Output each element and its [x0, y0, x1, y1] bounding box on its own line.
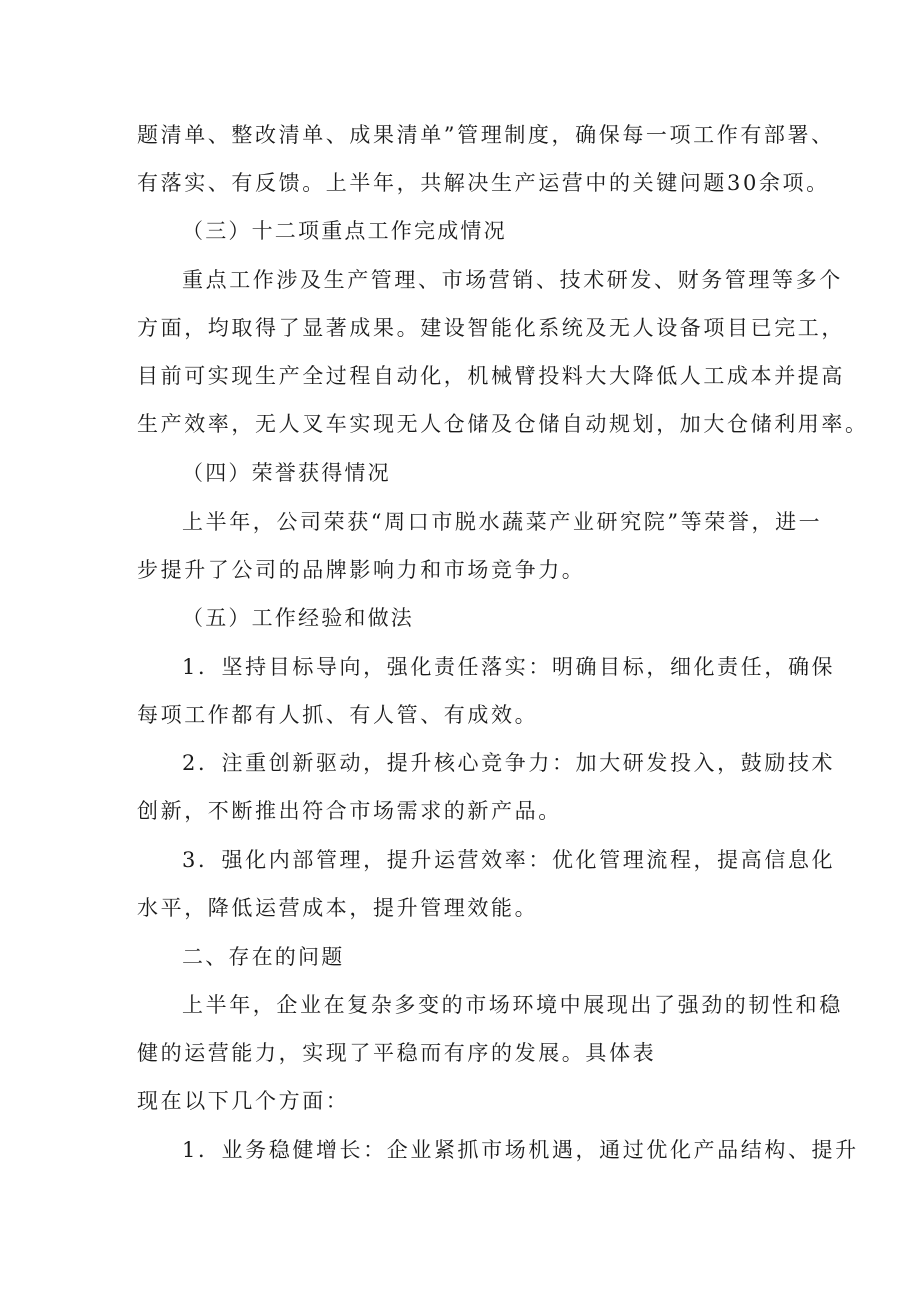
- paragraph-line: 步提升了公司的品牌影响力和市场竞争力。: [137, 558, 586, 582]
- list-item-line: 2．注重创新驱动，提升核心竞争力：加大研发投入，鼓励技术: [182, 751, 836, 775]
- paragraph-line: 方面，均取得了显著成果。建设智能化系统及无人设备项目已完工，: [137, 316, 845, 340]
- list-item-line: 水平，降低运营成本，提升管理效能。: [137, 896, 539, 920]
- paragraph-line: 上半年，公司荣获“周口市脱水蔬菜产业研究院”等荣誉，进一: [182, 510, 823, 534]
- section-heading: （四）荣誉获得情况: [182, 461, 391, 485]
- list-item-line: 每项工作都有人抓、有人管、有成效。: [137, 703, 539, 727]
- paragraph-line: 生产效率，无人叉车实现无人仓储及仓储自动规划，加大仓储利用率。: [137, 412, 869, 436]
- paragraph-line: 健的运营能力，实现了平稳而有序的发展。具体表: [137, 1041, 657, 1065]
- paragraph-line: 有落实、有反馈。上半年，共解决生产运营中的关键问题30余项。: [137, 171, 830, 195]
- section-heading: （五）工作经验和做法: [182, 606, 414, 630]
- list-item-line: 创新，不断推出符合市场需求的新产品。: [137, 799, 562, 823]
- list-item-line: 1．业务稳健增长：企业紧抓市场机遇，通过优化产品结构、提升: [182, 1138, 859, 1162]
- section-heading: 二、存在的问题: [182, 945, 345, 969]
- paragraph-line: 上半年，企业在复杂多变的市场环境中展现出了强劲的韧性和稳: [182, 993, 843, 1017]
- paragraph-line: 目前可实现生产全过程自动化，机械臂投料大大降低人工成本并提高: [137, 364, 845, 388]
- list-item-line: 1．坚持目标导向，强化责任落实：明确目标，细化责任，确保: [182, 655, 836, 679]
- section-heading: （三）十二项重点工作完成情况: [182, 219, 507, 243]
- paragraph-line: 现在以下几个方面：: [137, 1089, 350, 1113]
- paragraph-line: 重点工作涉及生产管理、市场营销、技术研发、财务管理等多个: [182, 268, 843, 292]
- paragraph-line: 题清单、整改清单、成果清单”管理制度，确保每一项工作有部署、: [137, 123, 835, 147]
- list-item-line: 3．强化内部管理，提升运营效率：优化管理流程，提高信息化: [182, 848, 836, 872]
